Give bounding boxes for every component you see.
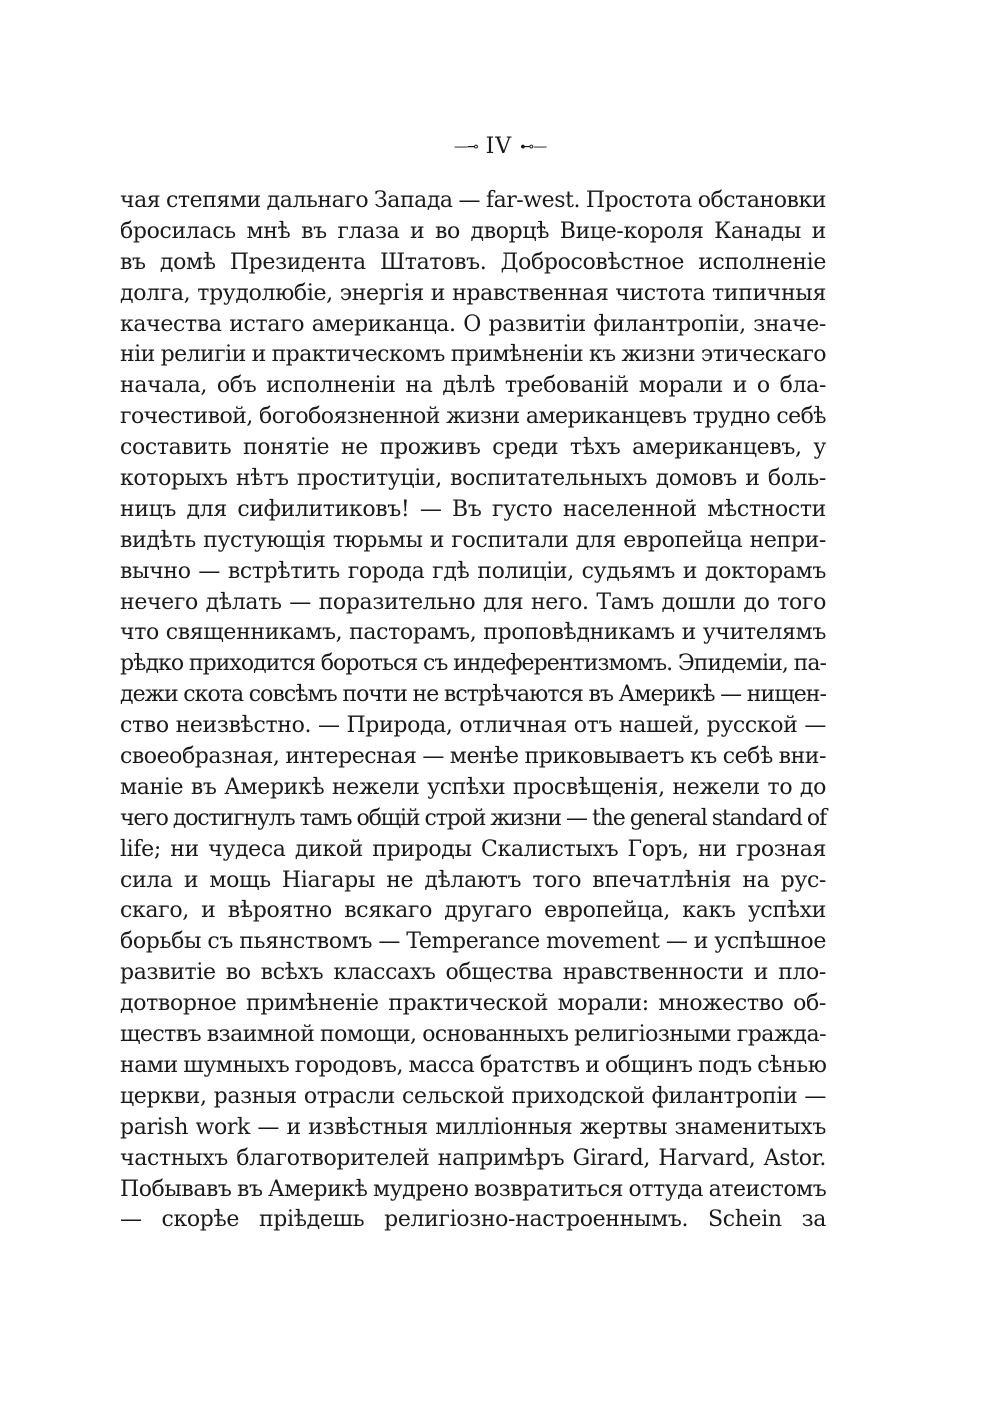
text-line: гочестивой, богобоязненной жизни американцевъ трудно себѣ <box>120 404 826 430</box>
text-line: life; ни чудеса дикой природы Скалистыхъ Горъ, ни грозная <box>120 836 826 862</box>
text-line: видѣть пустующія тюрьмы и госпитали для европейца непри- <box>120 527 826 553</box>
page-number: IV <box>485 134 513 159</box>
text-line: маніе въ Америкѣ нежели успѣхи просвѣщенія, нежели то до <box>120 774 826 800</box>
text-line: составить понятіе не проживъ среди тѣхъ американцевъ, у <box>120 435 826 461</box>
text-line: ществъ взаимной помощи, основанныхъ религіозными гражда- <box>120 1022 826 1048</box>
text-line: своеобразная, интересная — менѣе приковываетъ къ себѣ вни- <box>120 744 826 770</box>
text-line: бросилась мнѣ въ глаза и во дворцѣ Вице-короля Канады и <box>120 218 826 244</box>
body-text <box>120 186 826 1236</box>
text-line: частныхъ благотворителей напримѣръ Girard, Harvard, Astor. <box>120 1145 826 1171</box>
header-left-ornament: —⊸ <box>453 139 478 155</box>
running-header <box>0 133 1000 161</box>
text-line: Побывавъ въ Америкѣ мудрено возвратиться оттуда атеистомъ <box>120 1176 827 1202</box>
text-line: чая степями дальнаго Запада — far-west. Простота обстановки <box>120 188 826 213</box>
text-line: долга, трудолюбіе, энергія и нравственная чистота типичныя <box>120 280 826 306</box>
header-right-ornament: ⊷— <box>520 139 547 155</box>
text-line: развитіе во всѣхъ классахъ общества нравственности и пло- <box>120 960 826 986</box>
text-line: церкви, разныя отрасли сельской приходской филантропіи — <box>120 1083 826 1109</box>
text-line: рѣдко приходится бороться съ индеферентизмомъ. Эпидеміи, па- <box>120 651 826 677</box>
text-line: что священникамъ, пасторамъ, проповѣдникамъ и учителямъ <box>120 620 826 646</box>
text-line: начала, объ исполненіи на дѣлѣ требованій морали и о бла- <box>120 373 826 399</box>
text-line: которыхъ нѣтъ проституціи, воспитательныхъ домовъ и боль- <box>120 466 826 492</box>
text-line: ницъ для сифилитиковъ! — Въ густо населенной мѣстности <box>120 496 826 522</box>
text-line: борьбы съ пьянствомъ — Temperance movement — и успѣшное <box>120 929 826 955</box>
text-line: дотворное примѣненіе практической морали: множество об- <box>120 991 826 1017</box>
text-line: сила и мощь Ніагары не дѣлаютъ того впечатлѣнія на рус- <box>120 867 826 893</box>
text-line: ство неизвѣстно. — Природа, отличная отъ нашей, русской — <box>120 713 826 739</box>
text-line: качества истаго американца. О развитіи филантропіи, значе- <box>120 311 826 337</box>
text-line: parish work — и извѣстныя милліонныя жертвы знаменитыхъ <box>120 1114 826 1140</box>
text-line: скаго, и вѣроятно всякаго другаго европейца, какъ успѣхи <box>120 898 826 924</box>
text-line: вычно — встрѣтить города гдѣ полиціи, судьямъ и докторамъ <box>120 558 826 584</box>
text-line: дежи скота совсѣмъ почти не встрѣчаются въ Америкѣ — нищен- <box>120 682 826 708</box>
text-line: нечего дѣлать — поразительно для него. Тамъ дошли до того <box>120 589 826 615</box>
text-line: въ домѣ Президента Штатовъ. Добросовѣстное исполненіе <box>120 249 826 275</box>
text-line: ніи религіи и практическомъ примѣненіи къ жизни этическаго <box>120 342 826 368</box>
text-line: — скорѣе пріѣдешь религіозно-настроеннымъ. Schein за <box>120 1207 826 1233</box>
text-line: чего достигнулъ тамъ общій строй жизни — the general standard of <box>120 805 826 831</box>
text-line: нами шумныхъ городовъ, масса братствъ и общинъ подъ сѣнью <box>120 1052 827 1078</box>
